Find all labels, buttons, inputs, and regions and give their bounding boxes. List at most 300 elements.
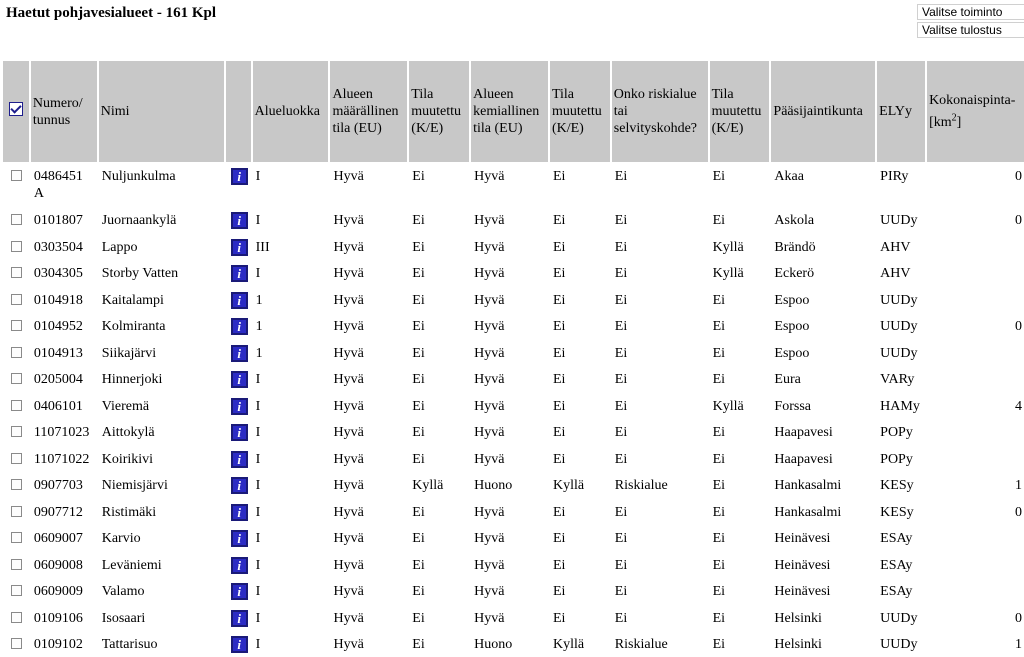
cell-numero: 0907712 xyxy=(33,504,83,520)
cell-tila-muutettu-3: Ei xyxy=(712,584,726,599)
cell-kemiallinen-tila: Hyvä xyxy=(474,319,505,334)
info-icon[interactable]: i xyxy=(231,477,248,494)
row-checkbox[interactable] xyxy=(11,612,22,623)
cell-kemiallinen-tila: Hyvä xyxy=(474,239,505,255)
cell-tila-muutettu-2: Ei xyxy=(552,451,566,467)
unit-superscript: 2 xyxy=(951,112,957,124)
cell-numero: 0205004 xyxy=(33,372,83,387)
cell-ely: POPy xyxy=(880,425,913,440)
info-icon[interactable]: i xyxy=(231,610,248,627)
cell-maarallinen-tila: Hyvä xyxy=(333,239,364,255)
cell-kokonaispinta-ala: 0 xyxy=(1015,169,1022,184)
cell-riskialue: Ei xyxy=(614,345,628,361)
row-checkbox[interactable] xyxy=(11,214,22,225)
table-header-row xyxy=(3,61,1024,162)
cell-nimi: Kaitalampi xyxy=(101,292,164,308)
info-icon[interactable]: i xyxy=(231,636,248,653)
cell-numero: 0486451 A xyxy=(33,169,83,201)
cell-paasijaintikunta: Haapavesi xyxy=(774,425,833,440)
cell-ely: AHV xyxy=(880,239,911,255)
cell-tila-muutettu-2: Kyllä xyxy=(552,637,585,652)
cell-alueluokka: I xyxy=(255,584,261,599)
cell-tila-muutettu-2: Ei xyxy=(552,239,566,255)
cell-numero: 0109102 xyxy=(33,637,83,652)
row-checkbox[interactable] xyxy=(11,585,22,596)
cell-riskialue: Riskialue xyxy=(614,637,668,652)
cell-kokonaispinta-ala: 0 xyxy=(1015,610,1022,626)
cell-nimi: Hinnerjoki xyxy=(101,372,163,387)
cell-kokonaispinta-ala xyxy=(925,286,1024,313)
cell-nimi: Ristimäki xyxy=(101,504,157,520)
row-select-cell[interactable] xyxy=(3,630,29,657)
cell-tila-muutettu-1: Ei xyxy=(412,557,425,573)
header-tila-muutettu-1[interactable]: Tila muutettu (K/E) xyxy=(407,61,469,162)
unit-prefix: [km xyxy=(929,114,952,130)
header-kokonaispinta-label: Kokonaispinta- xyxy=(929,93,1016,109)
cell-kemiallinen-tila: Hyvä xyxy=(474,610,505,626)
cell-tila-muutettu-2: Kyllä xyxy=(552,478,585,493)
cell-tila-muutettu-1: Ei xyxy=(412,504,425,520)
cell-kemiallinen-tila: Hyvä xyxy=(474,425,505,440)
info-icon[interactable]: i xyxy=(231,583,248,600)
cell-info[interactable] xyxy=(224,498,251,525)
cell-tila-muutettu-2: Ei xyxy=(552,345,566,361)
cell-kokonaispinta-ala xyxy=(925,445,1024,472)
cell-numero: 0907703 xyxy=(33,478,83,493)
cell-tila-muutettu-1: Ei xyxy=(412,266,425,281)
header-tila-muutettu-2[interactable]: Tila muutettu (K/E) xyxy=(548,61,610,162)
cell-riskialue: Ei xyxy=(614,319,628,334)
cell-maarallinen-tila: Hyvä xyxy=(333,213,364,228)
table-row xyxy=(3,577,1024,604)
cell-info[interactable] xyxy=(224,630,251,657)
row-checkbox[interactable] xyxy=(11,373,22,384)
cell-ely: ESAy xyxy=(880,584,913,599)
cell-tila-muutettu-1: Ei xyxy=(412,239,425,255)
cell-maarallinen-tila: Hyvä xyxy=(333,610,364,626)
header-maarallinen-tila[interactable]: Alueen määrällinen tila (EU) xyxy=(328,61,407,162)
cell-tila-muutettu-1: Ei xyxy=(412,345,425,361)
select-all-header[interactable] xyxy=(3,61,29,162)
cell-maarallinen-tila: Hyvä xyxy=(333,169,364,184)
cell-riskialue: Ei xyxy=(614,425,628,440)
select-action-dropdown[interactable]: Valitse toiminto xyxy=(917,4,1024,20)
header-ely[interactable]: ELYy xyxy=(875,61,925,162)
cell-maarallinen-tila: Hyvä xyxy=(333,637,364,652)
cell-paasijaintikunta: Hankasalmi xyxy=(774,504,842,520)
cell-paasijaintikunta: Heinävesi xyxy=(774,584,831,599)
row-checkbox[interactable] xyxy=(11,426,22,437)
cell-paasijaintikunta: Heinävesi xyxy=(774,531,831,546)
cell-paasijaintikunta: Eura xyxy=(774,372,801,387)
cell-kemiallinen-tila: Huono xyxy=(474,637,513,652)
row-select-cell[interactable] xyxy=(3,577,29,604)
row-checkbox[interactable] xyxy=(11,267,22,278)
header-kokonaispinta-ala[interactable] xyxy=(925,61,1024,162)
cell-nimi: Nuljunkulma xyxy=(101,169,176,184)
cell-info[interactable] xyxy=(224,259,251,286)
cell-riskialue: Ei xyxy=(614,610,628,626)
cell-ely: PIRy xyxy=(880,169,909,184)
cell-riskialue: Ei xyxy=(614,266,628,281)
row-checkbox[interactable] xyxy=(11,532,22,543)
cell-numero: 0109106 xyxy=(33,610,83,626)
cell-paasijaintikunta: Heinävesi xyxy=(774,557,831,573)
info-icon[interactable]: i xyxy=(231,557,248,574)
cell-ely: POPy xyxy=(880,451,913,467)
cell-maarallinen-tila: Hyvä xyxy=(333,292,364,308)
cell-riskialue: Ei xyxy=(614,239,628,255)
cell-numero: 11071022 xyxy=(33,451,90,467)
cell-tila-muutettu-1: Ei xyxy=(412,451,425,467)
cell-kemiallinen-tila: Hyvä xyxy=(474,169,505,184)
table-row xyxy=(3,498,1024,525)
cell-nimi: Koirikivi xyxy=(101,451,154,467)
cell-kemiallinen-tila: Hyvä xyxy=(474,531,505,546)
cell-alueluokka: III xyxy=(255,239,270,255)
cell-riskialue: Ei xyxy=(614,398,628,414)
cell-kemiallinen-tila: Hyvä xyxy=(474,292,505,308)
cell-tila-muutettu-3: Ei xyxy=(712,637,726,652)
cell-tila-muutettu-1: Ei xyxy=(412,292,425,308)
cell-info[interactable] xyxy=(224,162,251,206)
cell-kemiallinen-tila: Hyvä xyxy=(474,584,505,599)
cell-nimi: Valamo xyxy=(101,584,145,599)
cell-info[interactable] xyxy=(224,524,251,551)
cell-info[interactable] xyxy=(224,418,251,445)
cell-numero: 0609008 xyxy=(33,557,83,573)
cell-alueluokka: 1 xyxy=(255,292,263,308)
table-row xyxy=(3,286,1024,313)
cell-riskialue: Ei xyxy=(614,213,628,228)
cell-paasijaintikunta: Helsinki xyxy=(774,610,822,626)
select-print-dropdown[interactable]: Valitse tulostus xyxy=(917,22,1024,38)
cell-maarallinen-tila: Hyvä xyxy=(333,451,364,467)
cell-nimi: Lappo xyxy=(101,239,138,255)
cell-ely: KESy xyxy=(880,478,914,493)
cell-nimi: Vieremä xyxy=(101,398,150,414)
info-icon[interactable]: i xyxy=(231,292,248,309)
cell-info[interactable] xyxy=(224,551,251,578)
cell-tila-muutettu-3: Ei xyxy=(712,425,726,440)
cell-info[interactable] xyxy=(224,445,251,472)
cell-kemiallinen-tila: Hyvä xyxy=(474,213,505,228)
cell-alueluokka: I xyxy=(255,398,261,414)
cell-alueluokka: I xyxy=(255,425,261,440)
cell-riskialue: Ei xyxy=(614,451,628,467)
cell-maarallinen-tila: Hyvä xyxy=(333,319,364,334)
cell-tila-muutettu-3: Ei xyxy=(712,292,726,308)
cell-alueluokka: 1 xyxy=(255,345,263,361)
info-icon[interactable]: i xyxy=(231,398,248,415)
info-icon[interactable]: i xyxy=(231,318,248,335)
cell-riskialue: Ei xyxy=(614,504,628,520)
row-checkbox[interactable] xyxy=(11,170,22,181)
cell-ely: UUDy xyxy=(880,345,918,361)
table-body xyxy=(3,162,1024,657)
cell-tila-muutettu-3: Kyllä xyxy=(712,239,744,255)
cell-paasijaintikunta: Helsinki xyxy=(774,637,822,652)
cell-riskialue: Ei xyxy=(614,169,628,184)
cell-maarallinen-tila: Hyvä xyxy=(333,531,364,546)
header-paasijaintikunta[interactable]: Pääsijaintikunta xyxy=(769,61,875,162)
cell-maarallinen-tila: Hyvä xyxy=(333,398,364,414)
header-tila-muutettu-3[interactable]: Tila muutettu (K/E) xyxy=(708,61,770,162)
cell-riskialue: Ei xyxy=(614,531,628,546)
cell-kokonaispinta-ala xyxy=(925,524,1024,551)
cell-nimi: Isosaari xyxy=(101,610,146,626)
cell-tila-muutettu-1: Ei xyxy=(412,169,425,184)
cell-nimi: Niemisjärvi xyxy=(101,478,168,493)
row-select-cell[interactable] xyxy=(3,524,29,551)
cell-paasijaintikunta: Espoo xyxy=(774,292,810,308)
action-selectors xyxy=(917,4,1024,40)
cell-alueluokka: I xyxy=(255,266,261,281)
row-select-cell[interactable] xyxy=(3,445,29,472)
header-alueluokka[interactable]: Alueluokka xyxy=(251,61,329,162)
cell-info[interactable] xyxy=(224,604,251,631)
cell-nimi: Kolmiranta xyxy=(101,319,166,334)
info-icon[interactable]: i xyxy=(231,504,248,521)
groundwater-areas-table xyxy=(3,61,1024,657)
cell-kemiallinen-tila: Hyvä xyxy=(474,372,505,387)
cell-tila-muutettu-1: Ei xyxy=(412,584,425,599)
cell-maarallinen-tila: Hyvä xyxy=(333,504,364,520)
cell-nimi: Karvio xyxy=(101,531,141,546)
cell-maarallinen-tila: Hyvä xyxy=(333,557,364,573)
cell-riskialue: Riskialue xyxy=(614,478,668,493)
cell-ely: UUDy xyxy=(880,292,918,308)
header-numero[interactable]: Numero/ tunnus xyxy=(29,61,97,162)
cell-riskialue: Ei xyxy=(614,584,628,599)
cell-alueluokka: I xyxy=(255,372,261,387)
cell-tila-muutettu-3: Ei xyxy=(712,531,726,546)
header-info xyxy=(224,61,251,162)
row-select-cell[interactable] xyxy=(3,233,29,260)
row-select-cell[interactable] xyxy=(3,498,29,525)
cell-tila-muutettu-3: Ei xyxy=(712,372,726,387)
cell-paasijaintikunta: Akaa xyxy=(774,169,804,184)
row-select-cell[interactable] xyxy=(3,286,29,313)
row-checkbox[interactable] xyxy=(11,453,22,464)
cell-kokonaispinta-ala: 4 xyxy=(1015,398,1022,414)
cell-tila-muutettu-3: Ei xyxy=(712,451,726,467)
cell-info[interactable] xyxy=(224,206,251,233)
cell-paasijaintikunta: Askola xyxy=(774,213,815,228)
cell-tila-muutettu-3: Ei xyxy=(712,345,726,361)
row-select-cell[interactable] xyxy=(3,392,29,419)
cell-numero: 0104918 xyxy=(33,292,83,308)
cell-numero: 0406101 xyxy=(33,398,83,414)
cell-maarallinen-tila: Hyvä xyxy=(333,425,364,440)
cell-tila-muutettu-1: Ei xyxy=(412,637,425,652)
cell-maarallinen-tila: Hyvä xyxy=(333,478,364,493)
cell-tila-muutettu-3: Kyllä xyxy=(712,398,744,414)
table-row xyxy=(3,162,1024,206)
cell-nimi: Leväniemi xyxy=(101,557,162,573)
row-checkbox[interactable] xyxy=(11,347,22,358)
cell-tila-muutettu-3: Ei xyxy=(712,169,726,184)
cell-numero: 0609007 xyxy=(33,531,83,546)
row-checkbox[interactable] xyxy=(11,320,22,331)
cell-kokonaispinta-ala xyxy=(925,259,1024,286)
row-select-cell[interactable] xyxy=(3,162,29,206)
cell-tila-muutettu-1: Ei xyxy=(412,213,425,228)
row-select-cell[interactable] xyxy=(3,551,29,578)
cell-tila-muutettu-2: Ei xyxy=(552,292,566,308)
cell-riskialue: Ei xyxy=(614,292,628,308)
cell-alueluokka: 1 xyxy=(255,319,263,334)
table-row xyxy=(3,233,1024,260)
cell-alueluokka: I xyxy=(255,213,261,228)
cell-info[interactable] xyxy=(224,577,251,604)
cell-kokonaispinta-ala xyxy=(925,577,1024,604)
table-row xyxy=(3,551,1024,578)
cell-ely: UUDy xyxy=(880,319,918,334)
cell-info[interactable] xyxy=(224,233,251,260)
cell-info[interactable] xyxy=(224,365,251,392)
cell-ely: UUDy xyxy=(880,610,918,626)
cell-tila-muutettu-1: Ei xyxy=(412,610,425,626)
cell-tila-muutettu-2: Ei xyxy=(552,266,566,281)
table-row xyxy=(3,312,1024,339)
cell-tila-muutettu-3: Ei xyxy=(712,478,726,493)
cell-alueluokka: I xyxy=(255,478,261,493)
row-select-cell[interactable] xyxy=(3,604,29,631)
row-checkbox[interactable] xyxy=(11,400,22,411)
cell-alueluokka: I xyxy=(255,557,261,573)
header-kemiallinen-tila[interactable]: Alueen kemiallinen tila (EU) xyxy=(469,61,548,162)
cell-ely: UUDy xyxy=(880,213,918,228)
row-checkbox[interactable] xyxy=(11,294,22,305)
cell-tila-muutettu-1: Ei xyxy=(412,319,425,334)
cell-alueluokka: I xyxy=(255,504,261,520)
cell-kokonaispinta-ala xyxy=(925,365,1024,392)
cell-tila-muutettu-3: Ei xyxy=(712,319,726,334)
cell-paasijaintikunta: Brändö xyxy=(774,239,816,255)
cell-info[interactable] xyxy=(224,312,251,339)
info-icon[interactable]: i xyxy=(231,168,248,185)
row-checkbox[interactable] xyxy=(11,479,22,490)
info-icon[interactable]: i xyxy=(231,345,248,362)
cell-tila-muutettu-2: Ei xyxy=(552,584,566,599)
row-checkbox[interactable] xyxy=(11,241,22,252)
cell-alueluokka: I xyxy=(255,169,261,184)
cell-paasijaintikunta: Forssa xyxy=(774,398,811,414)
info-icon[interactable]: i xyxy=(231,530,248,547)
cell-kemiallinen-tila: Hyvä xyxy=(474,266,505,281)
cell-alueluokka: I xyxy=(255,637,261,652)
cell-nimi: Aittokylä xyxy=(101,425,155,440)
cell-nimi: Tattarisuo xyxy=(101,637,158,652)
info-icon[interactable]: i xyxy=(231,212,248,229)
cell-numero: 0104952 xyxy=(33,319,83,334)
table-row xyxy=(3,339,1024,366)
info-icon[interactable]: i xyxy=(231,239,248,256)
cell-tila-muutettu-3: Kyllä xyxy=(712,266,744,281)
row-select-cell[interactable] xyxy=(3,259,29,286)
cell-kokonaispinta-ala: 1 xyxy=(1015,478,1022,493)
cell-paasijaintikunta: Haapavesi xyxy=(774,451,833,467)
row-checkbox[interactable] xyxy=(11,638,22,649)
cell-maarallinen-tila: Hyvä xyxy=(333,372,364,387)
cell-paasijaintikunta: Espoo xyxy=(774,319,810,334)
cell-info[interactable] xyxy=(224,286,251,313)
cell-maarallinen-tila: Hyvä xyxy=(333,584,364,599)
page-title: Haetut pohjavesialueet - 161 Kpl xyxy=(6,5,216,21)
table-row xyxy=(3,524,1024,551)
cell-kemiallinen-tila: Hyvä xyxy=(474,398,505,414)
cell-tila-muutettu-2: Ei xyxy=(552,610,566,626)
info-icon[interactable]: i xyxy=(231,451,248,468)
table-row xyxy=(3,206,1024,233)
cell-numero: 11071023 xyxy=(33,425,90,440)
table-row xyxy=(3,365,1024,392)
row-checkbox[interactable] xyxy=(11,559,22,570)
table-row xyxy=(3,392,1024,419)
cell-tila-muutettu-3: Ei xyxy=(712,504,726,520)
cell-info[interactable] xyxy=(224,392,251,419)
cell-info[interactable] xyxy=(224,471,251,498)
cell-numero: 0304305 xyxy=(33,266,83,281)
cell-tila-muutettu-3: Ei xyxy=(712,610,726,626)
cell-paasijaintikunta: Hankasalmi xyxy=(774,478,842,493)
cell-kokonaispinta-ala xyxy=(925,418,1024,445)
cell-paasijaintikunta: Eckerö xyxy=(774,266,815,281)
table-row xyxy=(3,604,1024,631)
cell-tila-muutettu-1: Ei xyxy=(412,425,425,440)
unit-suffix: ] xyxy=(956,114,962,130)
cell-numero: 0609009 xyxy=(33,584,83,599)
cell-tila-muutettu-2: Ei xyxy=(552,169,566,184)
row-select-cell[interactable] xyxy=(3,365,29,392)
row-select-cell[interactable] xyxy=(3,206,29,233)
cell-ely: HAMy xyxy=(880,398,920,414)
info-icon[interactable]: i xyxy=(231,265,248,282)
cell-tila-muutettu-2: Ei xyxy=(552,319,566,334)
cell-ely: AHV xyxy=(880,266,911,281)
row-select-cell[interactable] xyxy=(3,339,29,366)
cell-tila-muutettu-3: Ei xyxy=(712,213,726,228)
row-select-cell[interactable] xyxy=(3,471,29,498)
cell-maarallinen-tila: Hyvä xyxy=(333,266,364,281)
cell-tila-muutettu-3: Ei xyxy=(712,557,726,573)
info-icon[interactable]: i xyxy=(231,424,248,441)
cell-ely: VARy xyxy=(880,372,915,387)
cell-kemiallinen-tila: Hyvä xyxy=(474,504,505,520)
header-riskialue[interactable]: Onko riskialue tai selvityskohde? xyxy=(610,61,708,162)
cell-kemiallinen-tila: Huono xyxy=(474,478,513,493)
cell-riskialue: Ei xyxy=(614,372,628,387)
header-kokonaispinta-unit xyxy=(929,112,962,130)
cell-alueluokka: I xyxy=(255,610,261,626)
cell-tila-muutettu-2: Ei xyxy=(552,398,566,414)
cell-kokonaispinta-ala: 0 xyxy=(1015,504,1022,520)
row-select-cell[interactable] xyxy=(3,418,29,445)
row-select-cell[interactable] xyxy=(3,312,29,339)
select-all-checkbox[interactable] xyxy=(9,102,23,116)
cell-tila-muutettu-2: Ei xyxy=(552,425,566,440)
cell-ely: ESAy xyxy=(880,531,913,546)
cell-tila-muutettu-1: Ei xyxy=(412,372,425,387)
header-nimi[interactable]: Nimi xyxy=(97,61,224,162)
info-icon[interactable]: i xyxy=(231,371,248,388)
cell-tila-muutettu-2: Ei xyxy=(552,213,566,228)
cell-nimi: Siikajärvi xyxy=(101,345,157,361)
cell-info[interactable] xyxy=(224,339,251,366)
row-checkbox[interactable] xyxy=(11,506,22,517)
cell-tila-muutettu-2: Ei xyxy=(552,372,566,387)
